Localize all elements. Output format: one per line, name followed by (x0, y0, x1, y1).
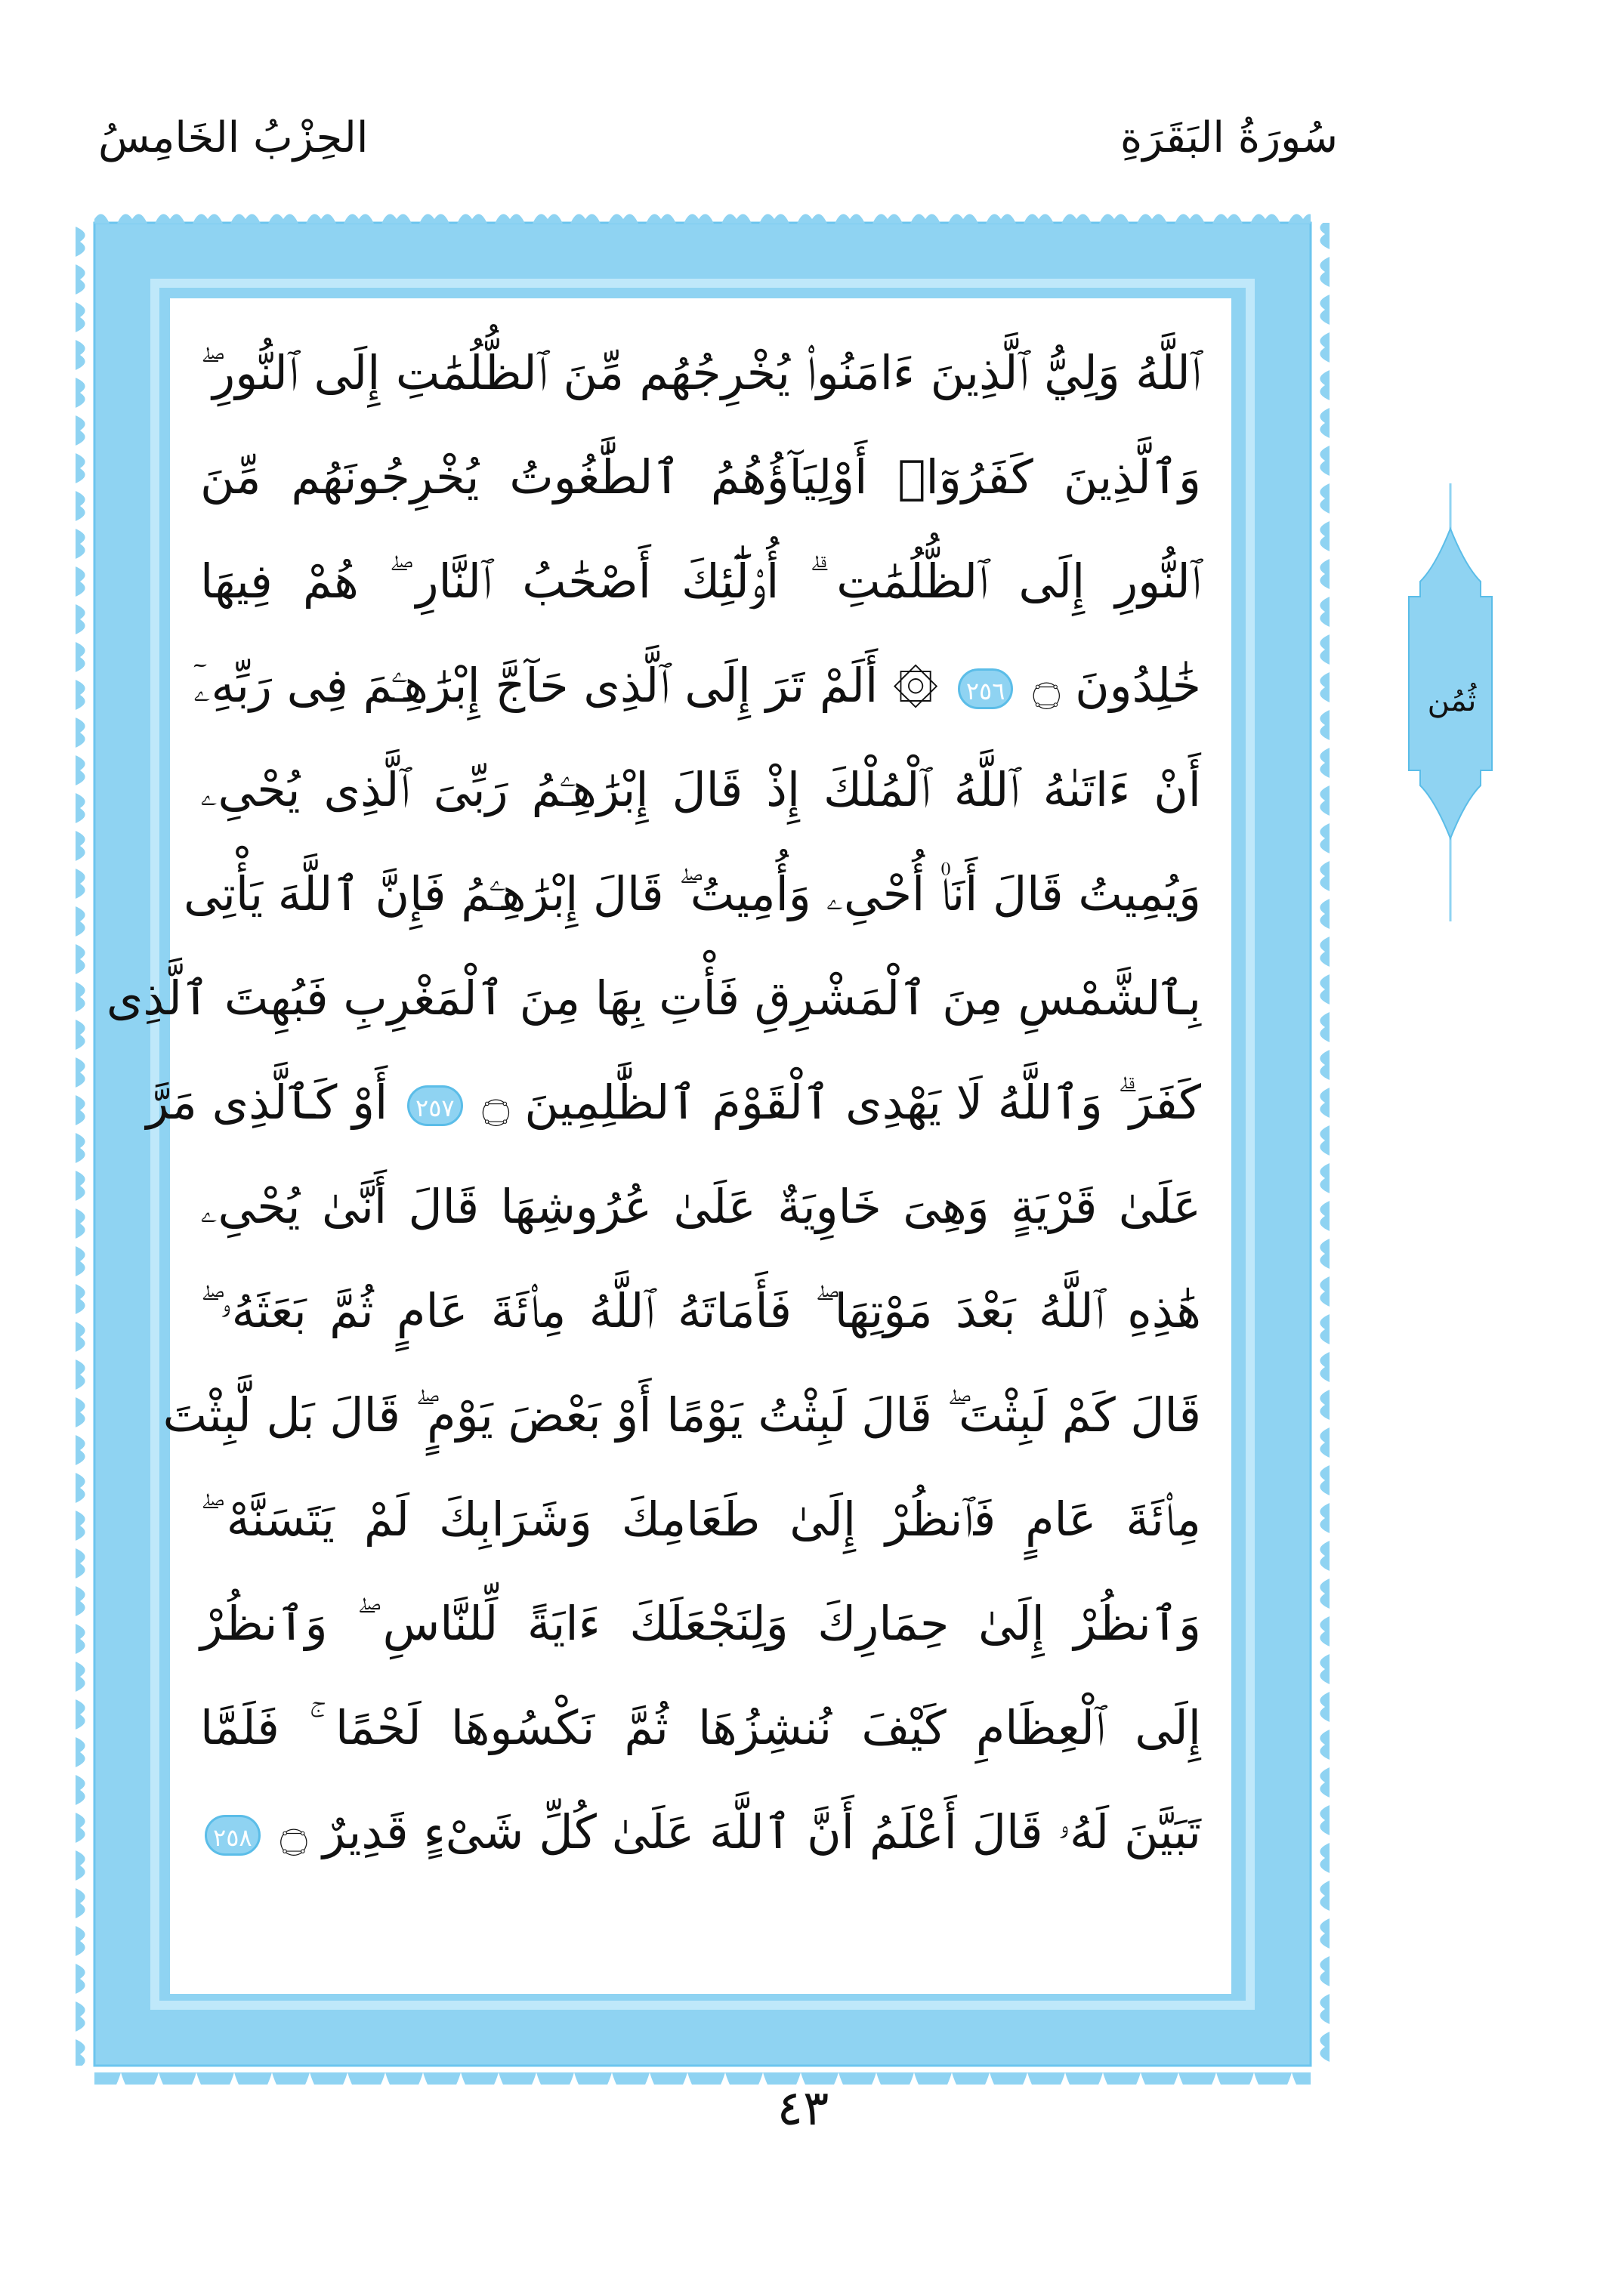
verse-text: هَٰذِهِ ٱللَّهُ بَعْدَ مَوْتِهَا ۖ فَأَمَاتَهُ ٱللَّهُ مِا۟ئَةَ عَامٍ ثُمَّ بَعَثَهُۥ ۖ (200, 1283, 1201, 1338)
ayah-number-marker: ٢٥٧ (407, 1085, 463, 1126)
verse-line (200, 1155, 1201, 1259)
verse-lines (106, 321, 1202, 1884)
verse-line (200, 425, 1201, 529)
verse-line (146, 1051, 1201, 1155)
verse-line (193, 634, 1201, 738)
verse-text: بِٱلشَّمْسِ مِنَ ٱلْمَشْرِقِ فَأْتِ بِهَا مِنَ ٱلْمَغْرِبِ فَبُهِتَ ٱلَّذِى (106, 971, 1201, 1026)
verse-line (200, 1259, 1201, 1363)
verses-text-panel (106, 298, 1231, 1994)
verse-line (200, 1467, 1201, 1572)
verse-text: عَلَىٰ قَرْيَةٍ وَهِىَ خَاوِيَةٌ عَلَىٰ عُرُوشِهَا قَالَ أَنَّىٰ يُحْىِۦ (200, 1179, 1201, 1234)
verse-line (200, 321, 1201, 425)
hizb-name-header: الحِزْبُ الخَامِسُ (98, 113, 369, 162)
ayah-number-marker: ٢٥٦ (958, 668, 1014, 709)
verse-text: مِا۟ئَةَ عَامٍ فَٱنظُرْ إِلَىٰ طَعَامِكَ وَشَرَابِكَ لَمْ يَتَسَنَّهْ ۖ (200, 1492, 1201, 1547)
verse-text: ٱللَّهُ وَلِيُّ ٱلَّذِينَ ءَامَنُوا۟ يُخْرِجُهُم مِّنَ ٱلظُّلُمَٰتِ إِلَى ٱلنُّورِ ۖ (200, 345, 1201, 400)
verse-text: وَٱنظُرْ إِلَىٰ حِمَارِكَ وَلِنَجْعَلَكَ ءَايَةً لِّلنَّاسِ ۖ وَٱنظُرْ (200, 1596, 1201, 1651)
verse-text: أَنْ ءَاتَىٰهُ ٱللَّهُ ٱلْمُلْكَ إِذْ قَالَ إِبْرَٰهِـۧمُ رَبِّىَ ٱلَّذِى يُحْىِۦ (200, 762, 1201, 817)
verse-text: وَٱلَّذِينَ كَفَرُوٓا۟ أَوْلِيَآؤُهُمُ ٱلطَّٰغُوتُ يُخْرِجُونَهُم مِّنَ (200, 449, 1201, 505)
verse-line (106, 946, 1201, 1051)
verse-line (184, 842, 1201, 946)
verse-text: ٱلنُّورِ إِلَى ٱلظُّلُمَٰتِ ۗ أُو۟لَٰٓئِكَ أَصْحَٰبُ ٱلنَّارِ ۖ هُمْ فِيهَا (200, 554, 1201, 609)
verse-line (200, 1676, 1201, 1780)
verse-line (200, 1572, 1201, 1676)
eighth-marker-label: ثُمُن (1427, 684, 1477, 718)
page-number: ٤٣ (777, 2081, 829, 2137)
verse-text: إِلَى ٱلْعِظَامِ كَيْفَ نُنشِزُهَا ثُمَّ نَكْسُوهَا لَحْمًا ۚ فَلَمَّا (200, 1700, 1201, 1755)
verse-text: أَوْ كَٱلَّذِى مَرَّ (146, 1075, 388, 1130)
verse-text: وَيُمِيتُ قَالَ أَنَا۠ أُحْىِۦ وَأُمِيتُ ۖ قَالَ إِبْرَٰهِـۧمُ فَإِنَّ ٱللَّهَ يَأْتِى (184, 866, 1201, 921)
verse-text: كَفَرَ ۗ وَٱللَّهُ لَا يَهْدِى ٱلْقَوْمَ ٱلظَّٰلِمِينَ ۝ (467, 1075, 1201, 1130)
surah-name-header: سُورَةُ البَقَرَةِ (1120, 113, 1338, 162)
verse-line (200, 529, 1201, 634)
verse-text: ۞ أَلَمْ تَرَ إِلَى ٱلَّذِى حَآجَّ إِبْرَٰهِـۧمَ فِى رَبِّهِۦٓ (193, 658, 939, 713)
ayah-number-marker: ٢٥٨ (205, 1815, 261, 1856)
verse-text: تَبَيَّنَ لَهُۥ قَالَ أَعْلَمُ أَنَّ ٱللَّهَ عَلَىٰ كُلِّ شَىْءٍ قَدِيرٌ ۝ (264, 1804, 1202, 1859)
verse-text: خَٰلِدُونَ ۝ (1018, 658, 1201, 713)
verse-text: قَالَ كَمْ لَبِثْتَ ۖ قَالَ لَبِثْتُ يَوْمًا أَوْ بَعْضَ يَوْمٍ ۖ قَالَ بَل لَّبِثْتَ (162, 1387, 1201, 1443)
verse-line (200, 1780, 1201, 1884)
verse-line (162, 1363, 1201, 1467)
verse-line (200, 738, 1201, 842)
